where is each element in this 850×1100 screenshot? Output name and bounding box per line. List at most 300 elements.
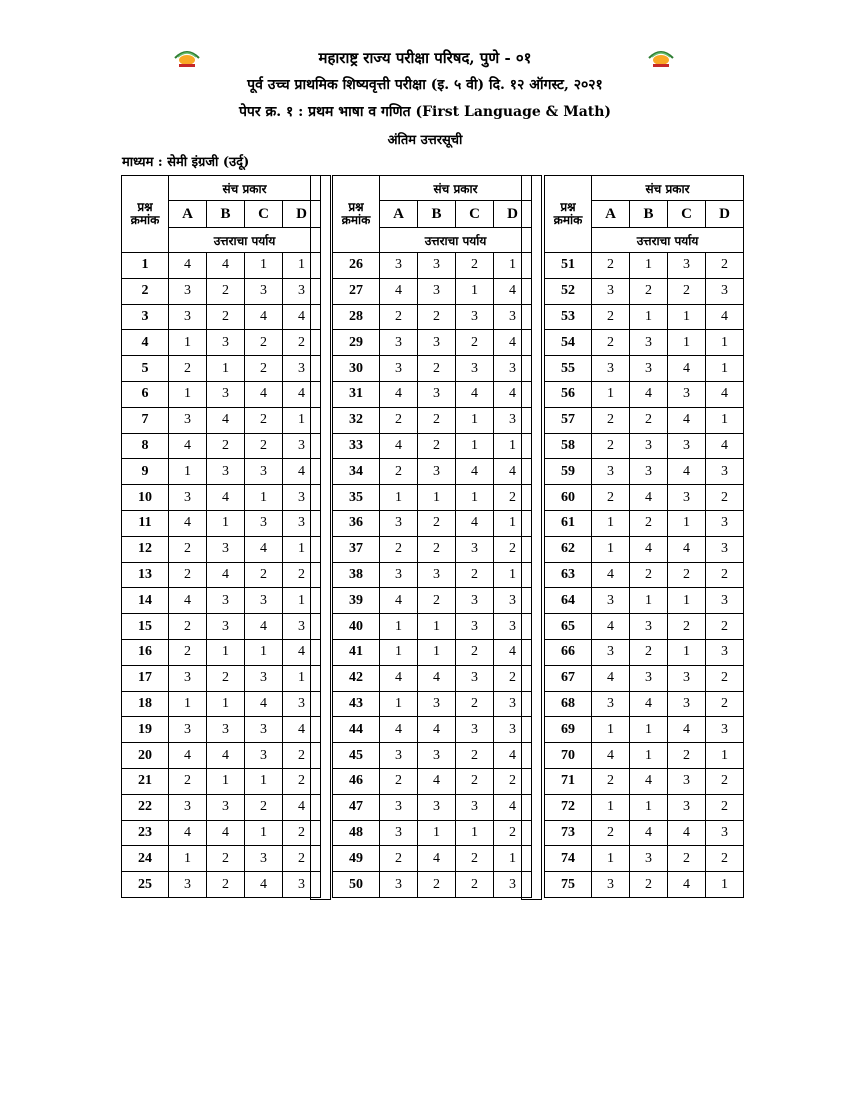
question-number: 6 — [122, 381, 169, 407]
question-number: 70 — [545, 743, 592, 769]
question-number: 62 — [545, 536, 592, 562]
answer-set-a: 2 — [169, 562, 207, 588]
answer-set-b: 3 — [630, 330, 668, 356]
answer-set-a: 3 — [169, 407, 207, 433]
answer-set-d: 3 — [706, 588, 744, 614]
table-row — [333, 794, 532, 820]
answer-set-a: 2 — [380, 304, 418, 330]
answer-set-b: 2 — [630, 562, 668, 588]
answer-set-b: 2 — [207, 304, 245, 330]
answer-set-c: 4 — [668, 872, 706, 898]
table-row — [333, 768, 532, 794]
answer-set-c: 3 — [245, 846, 283, 872]
question-number: 64 — [545, 588, 592, 614]
answer-set-a: 4 — [380, 381, 418, 407]
table-row — [333, 433, 532, 459]
answer-set-c: 2 — [456, 639, 494, 665]
answer-set-d: 3 — [494, 588, 532, 614]
question-number: 61 — [545, 510, 592, 536]
answer-set-d: 2 — [494, 768, 532, 794]
table-row — [333, 253, 532, 279]
answer-set-c: 2 — [668, 278, 706, 304]
answer-set-b: 2 — [418, 407, 456, 433]
answer-set-a: 2 — [169, 536, 207, 562]
table-row — [545, 743, 744, 769]
table-row — [333, 356, 532, 382]
answer-set-c: 4 — [456, 510, 494, 536]
answer-set-b: 3 — [207, 536, 245, 562]
answer-set-a: 4 — [169, 253, 207, 279]
set-label: D — [494, 201, 532, 228]
table-row — [122, 717, 321, 743]
answer-table-1 — [121, 175, 321, 898]
table-row — [122, 407, 321, 433]
answer-set-a: 1 — [169, 381, 207, 407]
question-number: 51 — [545, 253, 592, 279]
answer-set-d: 2 — [283, 743, 321, 769]
table-row — [333, 846, 532, 872]
answer-set-b: 4 — [418, 846, 456, 872]
exam-title: पूर्व उच्च प्राथमिक शिष्यवृत्ती परीक्षा (इ. ५ वी) दि. १२ ऑगस्ट, २०२१ — [247, 77, 603, 93]
answer-set-b: 2 — [630, 407, 668, 433]
answer-set-c: 4 — [245, 381, 283, 407]
answer-set-b: 1 — [207, 691, 245, 717]
answer-set-a: 2 — [380, 459, 418, 485]
answer-set-d: 1 — [283, 665, 321, 691]
answer-set-c: 2 — [245, 562, 283, 588]
answer-set-c: 4 — [245, 872, 283, 898]
answer-set-d: 3 — [494, 717, 532, 743]
question-number: 36 — [333, 510, 380, 536]
answer-set-b: 3 — [418, 459, 456, 485]
question-number: 2 — [122, 278, 169, 304]
answer-set-c: 3 — [668, 253, 706, 279]
answer-set-a: 4 — [169, 588, 207, 614]
answer-set-b: 3 — [630, 614, 668, 640]
answer-set-b: 2 — [207, 665, 245, 691]
table-row — [122, 614, 321, 640]
table-row — [545, 872, 744, 898]
answer-set-c: 4 — [668, 536, 706, 562]
table-row — [333, 665, 532, 691]
answer-set-c: 1 — [245, 485, 283, 511]
answer-set-c: 3 — [245, 665, 283, 691]
answer-set-b: 2 — [207, 846, 245, 872]
answer-set-c: 3 — [245, 278, 283, 304]
question-number: 20 — [122, 743, 169, 769]
answer-set-a: 2 — [169, 768, 207, 794]
answer-set-d: 2 — [283, 846, 321, 872]
question-number: 3 — [122, 304, 169, 330]
answer-set-b: 1 — [207, 510, 245, 536]
answer-set-d: 3 — [283, 356, 321, 382]
answer-set-d: 1 — [706, 743, 744, 769]
table-row — [122, 510, 321, 536]
answer-set-c: 3 — [456, 665, 494, 691]
question-number: 12 — [122, 536, 169, 562]
table-row — [333, 330, 532, 356]
set-type-header: संच प्रकार — [169, 176, 321, 201]
answer-set-c: 4 — [245, 614, 283, 640]
question-number: 4 — [122, 330, 169, 356]
set-label: A — [380, 201, 418, 228]
answer-set-b: 1 — [207, 639, 245, 665]
answer-set-c: 1 — [668, 639, 706, 665]
question-number: 60 — [545, 485, 592, 511]
answer-set-b: 4 — [630, 691, 668, 717]
answer-set-a: 3 — [169, 872, 207, 898]
answer-set-d: 1 — [706, 872, 744, 898]
answer-set-d: 4 — [494, 381, 532, 407]
table-row — [122, 536, 321, 562]
answer-set-a: 3 — [380, 562, 418, 588]
answer-set-c: 2 — [456, 562, 494, 588]
answer-set-a: 4 — [380, 278, 418, 304]
set-type-header: संच प्रकार — [592, 176, 744, 201]
answer-set-a: 1 — [169, 330, 207, 356]
question-number: 1 — [122, 253, 169, 279]
answer-set-d: 4 — [494, 459, 532, 485]
question-number: 28 — [333, 304, 380, 330]
question-number: 50 — [333, 872, 380, 898]
answer-set-b: 4 — [630, 485, 668, 511]
answer-set-b: 1 — [630, 588, 668, 614]
answer-set-c: 2 — [668, 614, 706, 640]
table-row — [122, 356, 321, 382]
answer-set-b: 2 — [630, 278, 668, 304]
answer-set-a: 3 — [169, 278, 207, 304]
answer-set-d: 3 — [706, 639, 744, 665]
answer-set-a: 2 — [592, 820, 630, 846]
answer-set-b: 1 — [418, 639, 456, 665]
answer-set-b: 3 — [418, 278, 456, 304]
table-row — [333, 278, 532, 304]
answer-set-d: 4 — [283, 459, 321, 485]
table-row — [122, 872, 321, 898]
answer-set-d: 2 — [494, 536, 532, 562]
answer-set-a: 3 — [380, 510, 418, 536]
table-row — [122, 304, 321, 330]
answer-set-a: 1 — [380, 485, 418, 511]
answer-set-b: 3 — [207, 459, 245, 485]
set-label: B — [418, 201, 456, 228]
answer-set-c: 2 — [668, 743, 706, 769]
answer-set-c: 4 — [245, 691, 283, 717]
answer-set-d: 2 — [706, 562, 744, 588]
question-number: 40 — [333, 614, 380, 640]
answer-set-b: 1 — [207, 356, 245, 382]
question-number: 7 — [122, 407, 169, 433]
answer-set-b: 3 — [418, 743, 456, 769]
answer-set-a: 3 — [592, 691, 630, 717]
question-number: 74 — [545, 846, 592, 872]
answer-set-b: 1 — [418, 820, 456, 846]
table-row — [333, 459, 532, 485]
answer-set-c: 4 — [668, 407, 706, 433]
answer-set-b: 3 — [418, 794, 456, 820]
question-number: 29 — [333, 330, 380, 356]
answer-set-d: 2 — [283, 820, 321, 846]
answer-set-c: 4 — [668, 459, 706, 485]
answer-set-c: 3 — [668, 794, 706, 820]
table-row — [545, 614, 744, 640]
answer-set-a: 4 — [592, 614, 630, 640]
answer-set-d: 4 — [283, 381, 321, 407]
answer-set-a: 3 — [169, 794, 207, 820]
answer-set-a: 2 — [592, 407, 630, 433]
answer-set-c: 3 — [668, 691, 706, 717]
question-number: 75 — [545, 872, 592, 898]
answer-set-a: 2 — [592, 433, 630, 459]
question-number: 19 — [122, 717, 169, 743]
answer-set-d: 1 — [706, 330, 744, 356]
answer-set-c: 3 — [456, 304, 494, 330]
answer-set-c: 2 — [668, 562, 706, 588]
answer-set-a: 3 — [169, 485, 207, 511]
question-number: 47 — [333, 794, 380, 820]
question-number: 67 — [545, 665, 592, 691]
question-number: 52 — [545, 278, 592, 304]
answer-set-b: 3 — [418, 381, 456, 407]
answer-set-c: 3 — [245, 459, 283, 485]
answer-set-d: 3 — [494, 614, 532, 640]
table-row — [333, 743, 532, 769]
answer-set-a: 1 — [380, 691, 418, 717]
answer-set-c: 2 — [245, 356, 283, 382]
table-row — [333, 381, 532, 407]
answer-set-a: 3 — [169, 665, 207, 691]
table-row — [122, 485, 321, 511]
answer-set-a: 3 — [380, 820, 418, 846]
document-title: अंतिम उत्तरसूची — [387, 133, 463, 148]
question-number: 23 — [122, 820, 169, 846]
answer-set-a: 1 — [592, 510, 630, 536]
answer-set-b: 3 — [630, 433, 668, 459]
table-row — [333, 510, 532, 536]
answer-set-d: 4 — [494, 330, 532, 356]
table-row — [122, 330, 321, 356]
answer-set-b: 2 — [630, 872, 668, 898]
answer-set-a: 1 — [592, 381, 630, 407]
table-row — [122, 433, 321, 459]
answer-set-a: 1 — [380, 614, 418, 640]
table-row — [122, 691, 321, 717]
answer-set-c: 4 — [456, 459, 494, 485]
answer-set-a: 1 — [169, 846, 207, 872]
answer-set-d: 3 — [283, 872, 321, 898]
question-number: 63 — [545, 562, 592, 588]
answer-set-b: 3 — [207, 717, 245, 743]
table-row — [545, 433, 744, 459]
table-row — [545, 253, 744, 279]
answer-set-b: 3 — [418, 691, 456, 717]
answer-set-b: 4 — [418, 768, 456, 794]
answer-set-a: 4 — [592, 562, 630, 588]
answer-set-c: 1 — [245, 820, 283, 846]
answer-set-b: 4 — [630, 768, 668, 794]
answer-set-c: 2 — [668, 846, 706, 872]
answer-set-c: 1 — [245, 768, 283, 794]
answer-table-2 — [332, 175, 532, 898]
answer-set-d: 4 — [706, 381, 744, 407]
table-row — [122, 768, 321, 794]
answer-set-a: 4 — [592, 665, 630, 691]
question-number: 45 — [333, 743, 380, 769]
answer-set-c: 2 — [245, 794, 283, 820]
answer-set-d: 4 — [283, 717, 321, 743]
answer-set-c: 3 — [456, 356, 494, 382]
answer-set-a: 2 — [169, 356, 207, 382]
answer-set-d: 3 — [706, 278, 744, 304]
answer-set-b: 4 — [418, 717, 456, 743]
answer-set-a: 3 — [592, 588, 630, 614]
answer-set-a: 3 — [592, 459, 630, 485]
table-row — [545, 691, 744, 717]
answer-set-d: 3 — [283, 485, 321, 511]
answer-set-d: 3 — [283, 510, 321, 536]
answer-set-a: 3 — [169, 304, 207, 330]
answer-set-a: 2 — [592, 768, 630, 794]
answer-set-a: 2 — [380, 846, 418, 872]
answer-set-c: 4 — [456, 381, 494, 407]
answer-option-header: उत्तराचा पर्याय — [380, 228, 532, 253]
answer-set-d: 1 — [494, 433, 532, 459]
answer-set-b: 4 — [418, 665, 456, 691]
question-number: 13 — [122, 562, 169, 588]
answer-set-d: 1 — [494, 510, 532, 536]
answer-set-d: 3 — [283, 278, 321, 304]
table-row — [333, 588, 532, 614]
table-row — [122, 278, 321, 304]
answer-set-b: 3 — [630, 356, 668, 382]
question-number: 22 — [122, 794, 169, 820]
question-number: 49 — [333, 846, 380, 872]
answer-set-c: 2 — [245, 330, 283, 356]
answer-set-a: 3 — [592, 639, 630, 665]
answer-set-a: 3 — [380, 330, 418, 356]
answer-set-c: 3 — [245, 510, 283, 536]
question-number: 34 — [333, 459, 380, 485]
answer-set-a: 2 — [380, 407, 418, 433]
answer-set-b: 1 — [418, 614, 456, 640]
table-row — [122, 794, 321, 820]
answer-set-c: 3 — [456, 588, 494, 614]
question-number-header: प्रश्न क्रमांक — [545, 176, 592, 253]
answer-set-b: 4 — [207, 820, 245, 846]
set-label: D — [706, 201, 744, 228]
question-number: 48 — [333, 820, 380, 846]
answer-set-a: 3 — [380, 794, 418, 820]
answer-option-header: उत्तराचा पर्याय — [169, 228, 321, 253]
answer-set-d: 3 — [494, 872, 532, 898]
answer-set-c: 4 — [245, 536, 283, 562]
table-row — [545, 665, 744, 691]
question-number: 37 — [333, 536, 380, 562]
answer-set-d: 2 — [494, 665, 532, 691]
answer-set-b: 2 — [207, 433, 245, 459]
answer-set-a: 4 — [592, 743, 630, 769]
answer-set-a: 3 — [380, 743, 418, 769]
table-row — [545, 794, 744, 820]
question-number: 58 — [545, 433, 592, 459]
answer-set-a: 2 — [380, 768, 418, 794]
question-number: 31 — [333, 381, 380, 407]
answer-set-c: 3 — [245, 743, 283, 769]
answer-set-d: 1 — [283, 407, 321, 433]
answer-set-b: 4 — [630, 536, 668, 562]
answer-set-a: 3 — [592, 356, 630, 382]
question-number: 54 — [545, 330, 592, 356]
answer-set-b: 3 — [207, 381, 245, 407]
answer-set-c: 1 — [456, 278, 494, 304]
answer-set-a: 3 — [380, 356, 418, 382]
answer-set-c: 1 — [456, 485, 494, 511]
answer-set-b: 1 — [630, 253, 668, 279]
answer-set-b: 1 — [630, 743, 668, 769]
question-number: 68 — [545, 691, 592, 717]
answer-set-a: 3 — [380, 872, 418, 898]
table-row — [333, 820, 532, 846]
answer-set-d: 3 — [494, 356, 532, 382]
table-row — [333, 717, 532, 743]
answer-set-d: 3 — [283, 691, 321, 717]
question-number: 30 — [333, 356, 380, 382]
answer-set-c: 4 — [668, 356, 706, 382]
answer-set-c: 2 — [456, 846, 494, 872]
answer-set-a: 4 — [380, 717, 418, 743]
answer-table-3 — [544, 175, 744, 898]
question-number: 15 — [122, 614, 169, 640]
answer-set-a: 4 — [380, 588, 418, 614]
question-number: 21 — [122, 768, 169, 794]
table-row — [333, 304, 532, 330]
question-number: 10 — [122, 485, 169, 511]
answer-set-b: 2 — [207, 872, 245, 898]
table-row — [545, 639, 744, 665]
answer-set-d: 1 — [494, 562, 532, 588]
question-number: 59 — [545, 459, 592, 485]
set-label: B — [207, 201, 245, 228]
table-row — [545, 562, 744, 588]
answer-set-d: 3 — [706, 510, 744, 536]
answer-set-d: 2 — [706, 614, 744, 640]
answer-set-b: 4 — [207, 253, 245, 279]
answer-set-b: 2 — [630, 639, 668, 665]
question-number: 65 — [545, 614, 592, 640]
question-number: 11 — [122, 510, 169, 536]
answer-set-d: 2 — [283, 330, 321, 356]
table-row — [545, 330, 744, 356]
answer-set-a: 3 — [592, 872, 630, 898]
table-row — [545, 536, 744, 562]
answer-set-b: 3 — [630, 846, 668, 872]
question-number: 38 — [333, 562, 380, 588]
table-row — [122, 459, 321, 485]
answer-set-c: 2 — [245, 407, 283, 433]
table-row — [545, 768, 744, 794]
answer-set-a: 2 — [592, 485, 630, 511]
answer-set-a: 1 — [592, 846, 630, 872]
answer-set-c: 2 — [456, 768, 494, 794]
question-number: 32 — [333, 407, 380, 433]
answer-set-a: 2 — [169, 614, 207, 640]
answer-set-a: 1 — [592, 717, 630, 743]
answer-set-b: 2 — [418, 536, 456, 562]
answer-set-b: 2 — [418, 872, 456, 898]
answer-set-c: 3 — [456, 794, 494, 820]
answer-set-a: 1 — [169, 459, 207, 485]
answer-set-d: 3 — [706, 536, 744, 562]
